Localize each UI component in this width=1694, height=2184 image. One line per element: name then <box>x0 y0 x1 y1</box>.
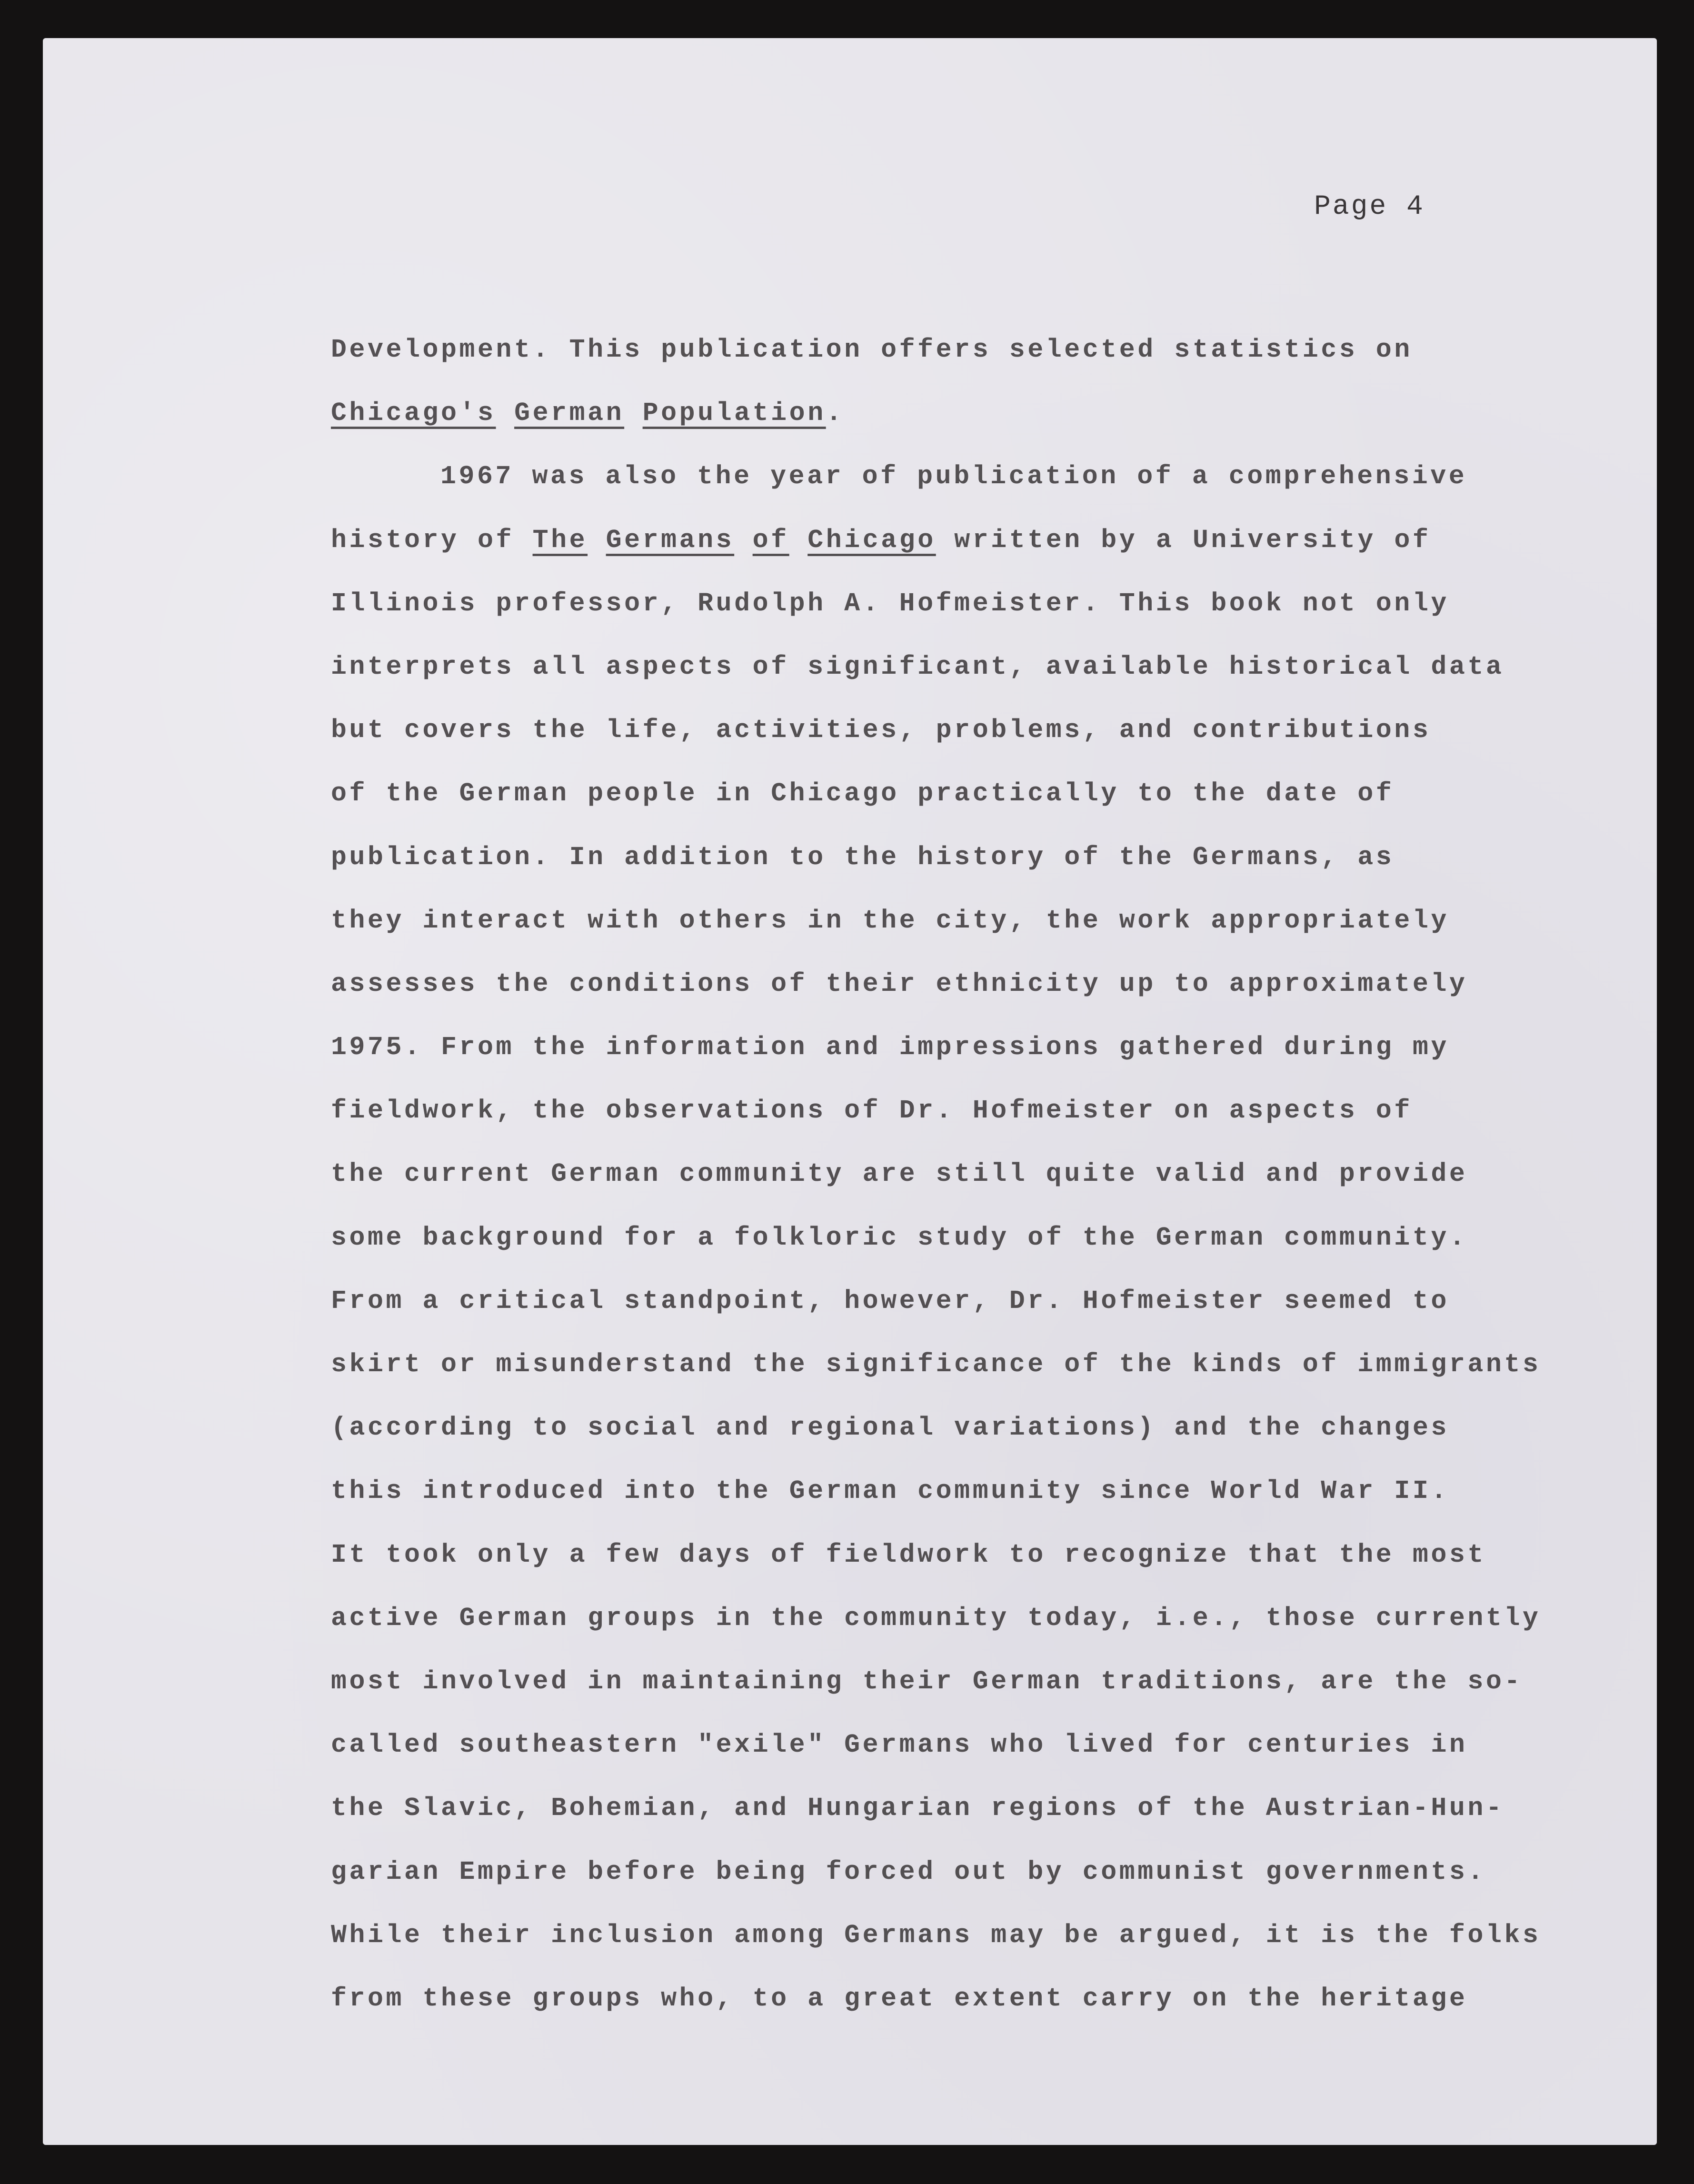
text-segment: fieldwork, the observations of Dr. Hofmeister on aspects of <box>331 1096 1413 1126</box>
text-segment: active German groups in the community today, i.e., those currently <box>331 1603 1541 1633</box>
text-line <box>331 1904 1541 1967</box>
text-line <box>331 1396 1541 1459</box>
text-segment: publication. In addition to the history of the Germans, as <box>331 842 1395 872</box>
underlined-title-word: Population <box>642 398 826 429</box>
text-segment: of the German people in Chicago practically to the date of <box>331 778 1395 809</box>
text-line <box>331 1079 1541 1142</box>
text-line <box>331 509 1541 572</box>
text-line <box>331 1142 1541 1206</box>
text-segment: assesses the conditions of their ethnicity up to approximately <box>331 968 1468 999</box>
text-line <box>331 572 1541 635</box>
text-line <box>331 1459 1541 1523</box>
underlined-title-word: German <box>514 398 625 429</box>
underlined-title-word: Germans <box>606 525 735 555</box>
text-segment <box>588 525 606 555</box>
underlined-title-word: Chicago <box>807 525 936 555</box>
text-line <box>331 889 1541 952</box>
text-line <box>331 1650 1541 1713</box>
text-line <box>331 826 1541 889</box>
text-segment: interprets all aspects of significant, available historical data <box>331 651 1505 682</box>
text-segment <box>789 525 808 555</box>
text-segment: written by a University of <box>936 525 1431 555</box>
underlined-title-word: of <box>752 525 789 555</box>
text-segment: called southeastern "exile" Germans who lived for centuries in <box>331 1730 1468 1760</box>
text-segment: some background for a folkloric study of the German community. <box>331 1222 1468 1253</box>
text-segment: the current German community are still quite valid and provide <box>331 1159 1468 1189</box>
text-line <box>331 1269 1541 1333</box>
text-segment: most involved in maintaining their German traditions, are the so- <box>331 1666 1523 1696</box>
text-line <box>331 318 1541 381</box>
text-line <box>331 1333 1541 1396</box>
text-line <box>331 1586 1541 1650</box>
text-line <box>331 1016 1541 1079</box>
text-line <box>331 381 1541 445</box>
text-line <box>331 1776 1541 1840</box>
text-segment: 1975. From the information and impressions gathered during my <box>331 1032 1449 1063</box>
text-segment: the Slavic, Bohemian, and Hungarian regions of the Austrian-Hun- <box>331 1793 1505 1824</box>
text-line <box>331 1206 1541 1269</box>
text-segment: garian Empire before being forced out by communist governments. <box>331 1856 1486 1887</box>
text-line <box>331 952 1541 1016</box>
text-segment: this introduced into the German community since World War II. <box>331 1476 1449 1506</box>
text-segment: 1967 was also the year of publication of a comprehensive <box>440 461 1467 492</box>
text-segment <box>496 398 515 428</box>
underlined-title-word: Chicago's <box>331 398 496 429</box>
text-segment: Development. This publication offers selected statistics on <box>331 335 1413 365</box>
underlined-title-word: The <box>532 525 588 555</box>
text-segment: It took only a few days of fieldwork to recognize that the most <box>331 1539 1486 1570</box>
text-line <box>331 762 1541 825</box>
text-line <box>331 1840 1541 1904</box>
document-page <box>43 38 1657 2145</box>
text-segment: From a critical standpoint, however, Dr. Hofmeister seemed to <box>331 1286 1449 1316</box>
text-segment: they interact with others in the city, the work appropriately <box>331 905 1449 936</box>
body-text <box>331 318 1541 2030</box>
text-segment: . <box>826 398 845 429</box>
text-line <box>331 1523 1541 1586</box>
text-segment: Illinois professor, Rudolph A. Hofmeister. This book not only <box>331 588 1449 618</box>
text-line <box>331 445 1541 508</box>
text-line <box>331 1967 1541 2030</box>
text-segment: but covers the life, activities, problems, and contributions <box>331 715 1431 746</box>
text-line <box>331 1713 1541 1776</box>
text-segment <box>734 525 753 555</box>
text-line <box>331 635 1541 698</box>
page-number: Page 4 <box>1314 191 1425 222</box>
text-segment: While their inclusion among Germans may be argued, it is the folks <box>331 1920 1541 1950</box>
text-segment: skirt or misunderstand the significance of the kinds of immigrants <box>331 1349 1541 1379</box>
text-segment <box>624 398 643 428</box>
text-line <box>331 698 1541 762</box>
text-segment: history of <box>331 525 533 555</box>
text-segment: (according to social and regional variations) and the changes <box>331 1413 1449 1443</box>
text-segment: from these groups who, to a great extent carry on the heritage <box>331 1983 1468 2014</box>
